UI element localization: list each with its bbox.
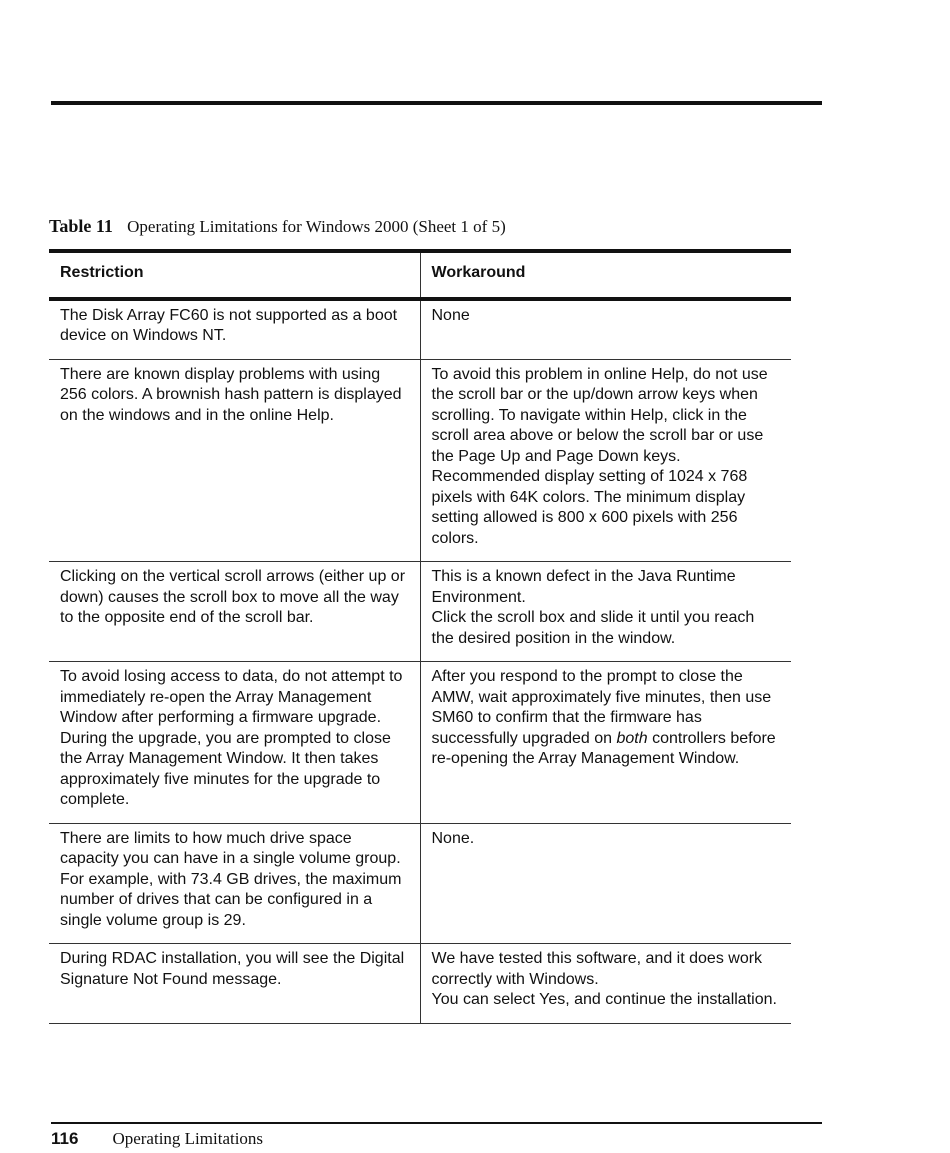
restriction-text: There are limits to how much drive space capacity you can have in a single volume group. For example, with 73.4 GB drives, the maximum number of drives that can be configured in a single volume group is 29. xyxy=(60,829,402,929)
workaround-text: Click the scroll box and slide it until you reach the desired position in the window. xyxy=(431,609,755,647)
workaround-text: This is a known defect in the Java Runtime Environment. xyxy=(431,568,736,606)
restriction-text: To avoid losing access to data, do not attempt to immediately re-open the Array Management Window after performing a firmware upgrade. During the upgrade, you are prompted to close the Array Management Window. It then takes approximately five minutes for the upgrade to complete. xyxy=(60,668,403,808)
restriction-cell xyxy=(49,359,420,562)
workaround-text xyxy=(432,667,781,770)
restriction-cell xyxy=(49,944,420,1024)
workaround-cell xyxy=(420,823,791,944)
page-footer xyxy=(51,1129,263,1149)
table-caption-label: Table 11 xyxy=(49,216,113,236)
table-caption xyxy=(49,216,506,237)
restriction-text: During RDAC installation, you will see the Digital Signature Not Found message. xyxy=(60,950,405,988)
workaround-cell xyxy=(420,662,791,824)
table-row xyxy=(49,562,791,662)
workaround-cell xyxy=(420,299,791,360)
table-row xyxy=(49,823,791,944)
restriction-cell xyxy=(49,562,420,662)
workaround-emphasis: both xyxy=(616,729,648,747)
table-caption-title: Operating Limitations for Windows 2000 (Sheet 1 of 5) xyxy=(127,217,506,236)
table-header-row xyxy=(49,251,791,299)
table-row xyxy=(49,662,791,824)
workaround-text: None. xyxy=(431,829,475,847)
workaround-text: You can select Yes, and continue the installation. xyxy=(431,991,777,1008)
workaround-text-before: After you respond to the prompt to close the AMW, wait approximately five minutes, then use SM60 to confirm that the firmware has successfully upgraded on xyxy=(431,668,772,747)
restriction-cell xyxy=(49,299,420,360)
operating-limitations-table xyxy=(49,249,791,1024)
table-row xyxy=(49,299,791,360)
workaround-cell xyxy=(420,562,791,662)
workaround-text: To avoid this problem in online Help, do not use the scroll bar or the up/down arrow keys when scrolling. To navigate within Help, click in the scroll area above or below the scroll bar or use the Page Up and Page Down keys. xyxy=(431,365,768,465)
restriction-cell xyxy=(49,662,420,824)
column-header-workaround: Workaround xyxy=(420,251,791,299)
workaround-text: Recommended display setting of 1024 x 768 pixels with 64K colors. The minimum display setting allowed is 800 x 600 pixels with 256 colors. xyxy=(431,468,748,547)
column-header-restriction: Restriction xyxy=(49,251,420,299)
table-row xyxy=(49,944,791,1024)
footer-rule xyxy=(51,1122,822,1124)
page-number: 116 xyxy=(51,1129,79,1148)
restriction-text: The Disk Array FC60 is not supported as a boot device on Windows NT. xyxy=(60,306,398,344)
workaround-cell xyxy=(420,359,791,562)
restriction-text: There are known display problems with using 256 colors. A brownish hash pattern is displayed on the windows and in the online Help. xyxy=(60,365,402,424)
header-rule xyxy=(51,101,822,105)
restriction-text: Clicking on the vertical scroll arrows (either up or down) causes the scroll box to move all the way to the opposite end of the scroll bar. xyxy=(60,568,406,626)
workaround-text: None xyxy=(431,306,470,324)
workaround-text-after: controllers before re-opening the Array Management Window. xyxy=(431,729,776,767)
workaround-text: We have tested this software, and it does work correctly with Windows. xyxy=(431,950,763,988)
restriction-cell xyxy=(49,823,420,944)
section-title: Operating Limitations xyxy=(112,1129,264,1148)
table-row xyxy=(49,359,791,562)
workaround-cell xyxy=(420,944,791,1024)
